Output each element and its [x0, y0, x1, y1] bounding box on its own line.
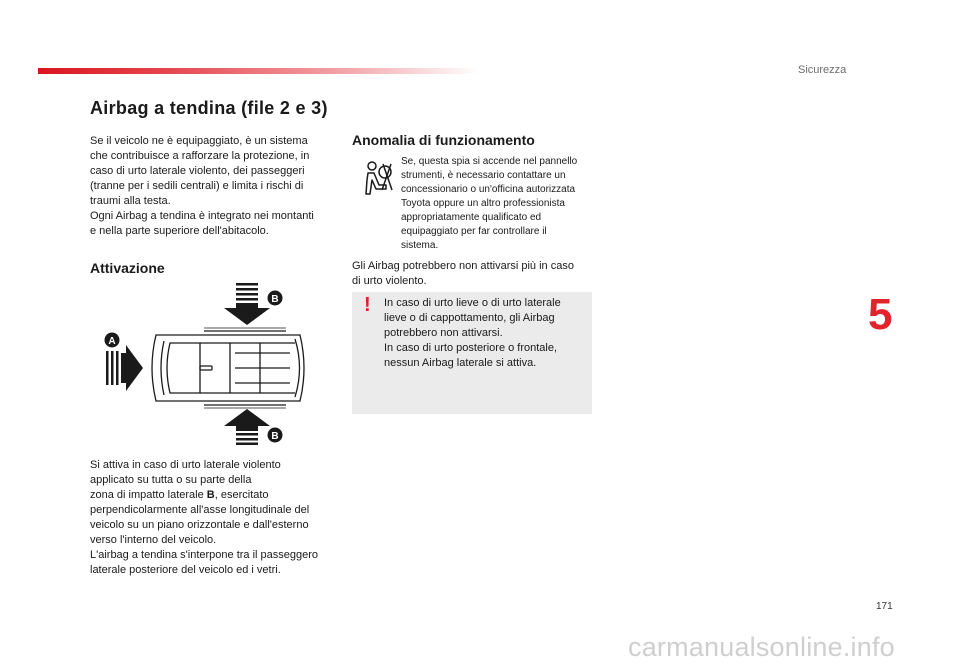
airbag-warning-paragraph: Gli Airbag potrebbero non attivarsi più in caso di urto violento. — [352, 260, 574, 287]
vehicle-outline — [152, 328, 304, 408]
impact-arrow-bottom — [224, 409, 270, 445]
page-number: 171 — [876, 601, 893, 612]
activation-paragraph — [90, 458, 340, 578]
anomalia-heading: Anomalia di funzionamento — [352, 132, 535, 148]
watermark: carmanualsonline.info — [628, 632, 895, 662]
note-box — [352, 292, 592, 414]
header-accent-bar — [38, 68, 478, 74]
impact-arrow-top — [224, 283, 270, 325]
attivazione-heading: Attivazione — [90, 260, 165, 276]
section-name: Sicurezza — [798, 64, 847, 76]
anomalia-paragraph: Se, questa spia si accende nel pannello strumenti, è necessario contattare un concessionario o un'officina autorizzata Toyota oppure un altro professionista appropriatamente qualificato ed equipaggiato per far controllare il sistema. — [401, 156, 578, 251]
label-b-top: B — [271, 294, 279, 305]
exclamation-icon: ! — [364, 294, 371, 316]
airbag-warning-icon — [358, 160, 398, 200]
vehicle-impact-diagram — [100, 283, 322, 445]
page-title: Airbag a tendina (file 2 e 3) — [90, 98, 328, 118]
activation-text-part1: Si attiva in caso di urto laterale violento applicato su tutta o su parte della zona di impatto laterale — [90, 459, 281, 501]
intro-paragraph: Se il veicolo ne è equipaggiato, è un sistema che contribuisce a rafforzare la protezione, in caso di urto laterale violento, dei passeggeri (tranne per i sedili centrali) e limita i rischi di traumi alla testa. Ogni Airbag a tendina è integrato nei montanti e nella parte superiore dell'abitacolo. — [90, 135, 314, 237]
label-a: A — [108, 336, 116, 347]
label-b-bottom: B — [271, 431, 279, 442]
activation-text-part2: , esercitato perpendicolarmente all'asse longitudinale del veicolo su un piano orizzontale e dall'esterno verso l'interno del veicolo. L'airbag a tendina s'interpone tra il passeggero laterale posteriore del veicolo ed i vetri. — [90, 489, 319, 576]
activation-zone-label: B — [206, 489, 215, 501]
impact-arrow-left — [106, 345, 143, 391]
note-text: In caso di urto lieve o di urto laterale lieve o di cappottamento, gli Airbag potrebbero non attivarsi. In caso di urto posteriore o frontale, nessun Airbag laterale si attiva. — [384, 297, 561, 369]
chapter-number: 5 — [868, 290, 893, 339]
